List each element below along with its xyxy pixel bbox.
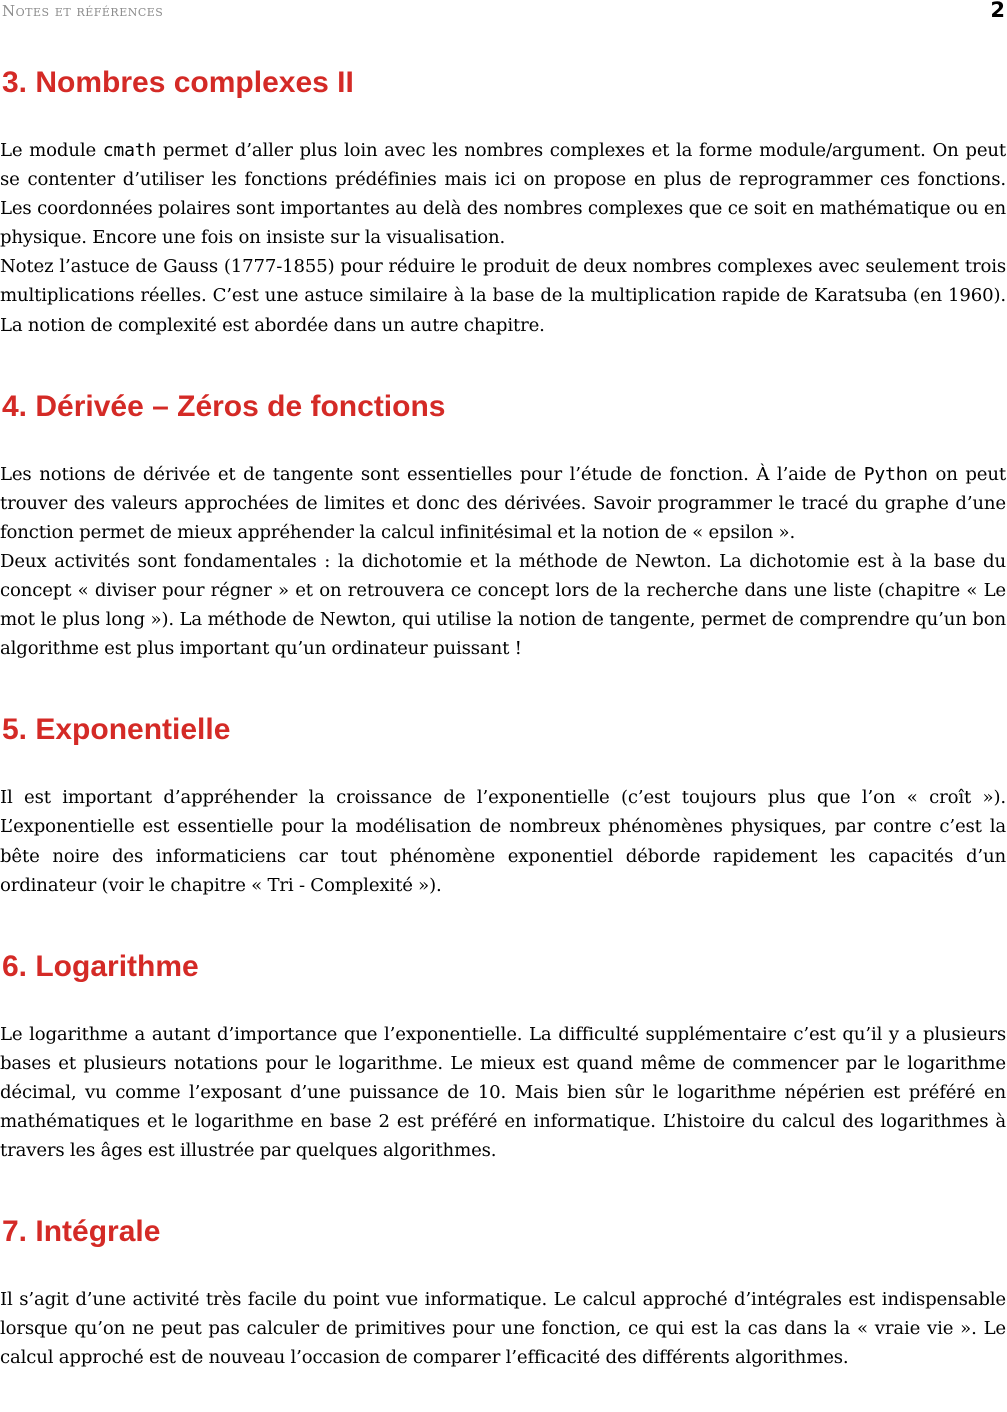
inline-code: cmath bbox=[102, 140, 157, 161]
paragraph: Il s’agit d’une activité très facile du point vue informatique. Le calcul approché d’intégrales est indispensable lorsque qu’on ne peut pas calculer de primitives pour une fonction, ce qui est la cas dans la « vraie vie ». Le calcul approché est de nouveau l’occasion de comparer l’efficacité des différents algorithmes. bbox=[0, 1289, 1006, 1369]
section-heading: 4. Dérivée – Zéros de fonctions bbox=[2, 389, 446, 423]
section-exponentielle bbox=[0, 703, 1006, 899]
paragraph: Les notions de dérivée et de tangente sont essentielles pour l’étude de fonction. À l’aide de Python on peut trouver des valeurs approchées de limites et donc des dérivées. Savoir programmer le tracé du graphe d’une fonction permet de mieux appréhender la calcul infinitésimal et la notion de « epsilon ». bbox=[0, 463, 1006, 543]
paragraph: Le logarithme a autant d’importance que l’exponentielle. La difficulté supplémentaire c’est qu’il y a plusieurs bases et plusieurs notations pour le logarithme. Le mieux est quand même de commencer par le logarithme décimal, vu comme l’exposant d’une puissance de 10. Mais bien sûr le logarithme népérien est préféré en mathématiques et le logarithme en base 2 est préféré en informatique. L’histoire du calcul des logarithmes à travers les âges est illustrée par quelques algorithmes. bbox=[0, 1023, 1006, 1162]
section-heading: 7. Intégrale bbox=[2, 1215, 161, 1249]
page-header bbox=[0, 0, 1007, 30]
paragraph: Le module cmath permet d’aller plus loin avec les nombres complexes et la forme module/argument. On peut se contenter d’utiliser les fonctions prédéfinies mais ici on propose en plus de reprogrammer ces fonctions. Les coordonnées polaires sont importantes au delà des nombres complexes que ce soit en mathématique ou en physique. Encore une fois on insiste sur la visualisation. bbox=[0, 140, 1006, 249]
section-derivee bbox=[0, 380, 1006, 664]
paragraph: Il est important d’appréhender la croissance de l’exponentielle (c’est toujours plus que l’on « croît »). L’exponentielle est essentielle pour la modélisation de nombreux phénomènes physiques, par contre c’est la bête noire des informaticiens car tout phénomène exponentiel déborde rapidement les capacités d’un ordinateur (voir le chapitre « Tri - Complexité »). bbox=[0, 787, 1006, 896]
section-heading: 6. Logarithme bbox=[2, 949, 199, 983]
section-heading: 5. Exponentielle bbox=[2, 713, 231, 747]
inline-code: Python bbox=[863, 463, 928, 485]
paragraph: Notez l’astuce de Gauss (1777-1855) pour réduire le produit de deux nombres complexes avec seulement trois multiplications réelles. C’est une astuce similaire à la base de la multiplication rapide de Karatsuba (en 1960). La notion de complexité est abordée dans un autre chapitre. bbox=[0, 256, 1006, 336]
section-logarithme bbox=[0, 940, 1006, 1165]
section-heading: 3. Nombres complexes II bbox=[2, 66, 354, 99]
page-number: 2 bbox=[990, 0, 1005, 22]
section-integrale bbox=[0, 1205, 1006, 1372]
paragraph: Deux activités sont fondamentales : la dichotomie et la méthode de Newton. La dichotomie est à la base du concept « diviser pour régner » et on retrouvera ce concept lors de la recherche dans une liste (chapitre « Le mot le plus long »). La méthode de Newton, qui utilise la notion de tangente, permet de comprendre qu’un bon algorithme est plus important qu’un ordinateur puissant ! bbox=[0, 550, 1006, 660]
document-body bbox=[0, 56, 1006, 1412]
running-header-title: Notes et références bbox=[2, 2, 164, 20]
section-nombres-complexes bbox=[0, 56, 1006, 340]
